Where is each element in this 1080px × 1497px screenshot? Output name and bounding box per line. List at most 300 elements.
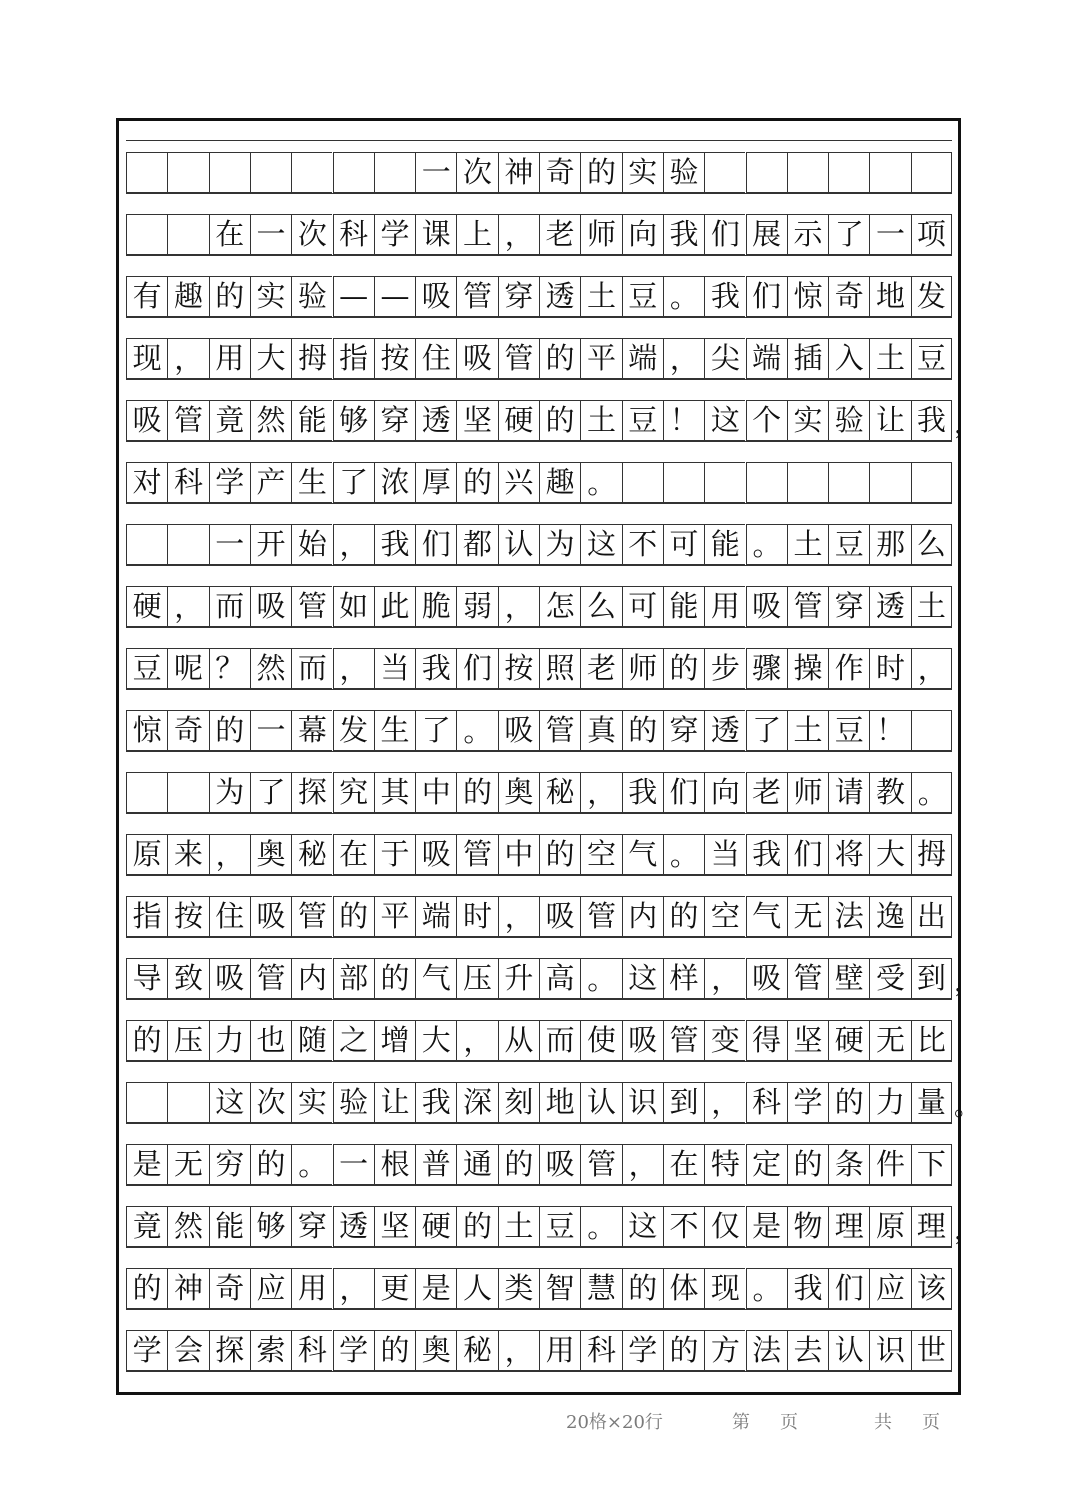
text-row xyxy=(126,524,952,565)
grid-cell: 实 xyxy=(787,400,828,441)
grid-cell xyxy=(250,152,291,193)
grid-cell: 这 xyxy=(580,524,621,565)
grid-cell: 我 xyxy=(911,400,952,441)
grid-cell: 时 xyxy=(869,648,910,689)
grid-cell xyxy=(374,152,415,193)
grid-cell: 究 xyxy=(333,772,374,813)
grid-cell: 请 xyxy=(828,772,869,813)
page-footer xyxy=(566,1408,946,1432)
grid-cell: 的 xyxy=(663,1330,704,1371)
grid-cell xyxy=(126,1082,167,1123)
grid-cell: 平 xyxy=(374,896,415,937)
grid-cell: 深 xyxy=(456,1082,497,1123)
guide-line xyxy=(126,1247,952,1248)
grid-cell: 一 xyxy=(250,214,291,255)
grid-cell: 壁 xyxy=(828,958,869,999)
guide-line xyxy=(126,317,952,318)
grid-cell xyxy=(167,152,208,193)
guide-line xyxy=(126,813,952,814)
grid-cell xyxy=(828,462,869,503)
guide-line xyxy=(126,1371,952,1372)
grid-cell: 。 xyxy=(746,524,787,565)
grid-cell: ， xyxy=(498,1330,539,1371)
grid-cell: 豆 xyxy=(126,648,167,689)
grid-cell: 在 xyxy=(209,214,250,255)
text-row xyxy=(126,710,952,751)
guide-line xyxy=(126,379,952,380)
grid-cell: 比 xyxy=(911,1020,952,1061)
grid-cell xyxy=(704,462,745,503)
grid-cell: 增 xyxy=(374,1020,415,1061)
grid-cell: 验 xyxy=(828,400,869,441)
grid-cell: 。 xyxy=(291,1144,332,1185)
text-row xyxy=(126,276,952,317)
grid-cell: 而 xyxy=(291,648,332,689)
grid-cell: 教 xyxy=(869,772,910,813)
grid-cell: 奥 xyxy=(250,834,291,875)
grid-cell: 吸 xyxy=(498,710,539,751)
grid-cell: 穿 xyxy=(828,586,869,627)
grid-cell: 端 xyxy=(746,338,787,379)
grid-cell: 吸 xyxy=(250,896,291,937)
grid-cell: 让 xyxy=(374,1082,415,1123)
grid-cell: 的 xyxy=(209,276,250,317)
grid-cell: 然 xyxy=(167,1206,208,1247)
grid-cell: 通 xyxy=(456,1144,497,1185)
grid-cell: 探 xyxy=(209,1330,250,1371)
grid-cell: 次 xyxy=(291,214,332,255)
grid-cell: 慧 xyxy=(580,1268,621,1309)
grid-cell: ， xyxy=(622,1144,663,1185)
grid-cell: 量 xyxy=(911,1082,952,1123)
grid-cell: 住 xyxy=(415,338,456,379)
grid-cell: 们 xyxy=(704,214,745,255)
grid-cell: 内 xyxy=(622,896,663,937)
grid-cell: 土 xyxy=(787,524,828,565)
grid-cell: 么 xyxy=(580,586,621,627)
grid-cell: 的 xyxy=(663,648,704,689)
guide-line xyxy=(126,937,952,938)
grid-cell: 为 xyxy=(209,772,250,813)
grid-cell: 无 xyxy=(167,1144,208,1185)
grid-cell: 吸 xyxy=(126,400,167,441)
grid-cell: 入 xyxy=(828,338,869,379)
grid-cell xyxy=(291,152,332,193)
text-row xyxy=(126,896,952,937)
grid-cell: 更 xyxy=(374,1268,415,1309)
grid-cell: 坚 xyxy=(456,400,497,441)
grid-cell: 部 xyxy=(333,958,374,999)
grid-cell: 条 xyxy=(828,1144,869,1185)
grid-cell: 从 xyxy=(498,1020,539,1061)
grid-cell: 。 xyxy=(580,1206,621,1247)
grid-cell: 大 xyxy=(250,338,291,379)
grid-cell: 生 xyxy=(291,462,332,503)
grid-cell: 的 xyxy=(622,710,663,751)
grid-cell: 该 xyxy=(911,1268,952,1309)
grid-cell: ， xyxy=(704,958,745,999)
grid-cell: 之 xyxy=(333,1020,374,1061)
grid-cell: 透 xyxy=(704,710,745,751)
grid-cell: 应 xyxy=(250,1268,291,1309)
grid-cell: 管 xyxy=(250,958,291,999)
grid-cell: 不 xyxy=(622,524,663,565)
grid-cell: 我 xyxy=(415,1082,456,1123)
grid-cell: 呢 xyxy=(167,648,208,689)
grid-cell: 能 xyxy=(209,1206,250,1247)
grid-cell: 们 xyxy=(746,276,787,317)
grid-cell: 能 xyxy=(291,400,332,441)
grid-cell: 示 xyxy=(787,214,828,255)
grid-cell xyxy=(126,152,167,193)
grid-cell xyxy=(333,152,374,193)
text-row xyxy=(126,772,952,813)
grid-cell: 类 xyxy=(498,1268,539,1309)
grid-cell: 们 xyxy=(828,1268,869,1309)
grid-cell xyxy=(663,462,704,503)
grid-cell: 了 xyxy=(415,710,456,751)
margin-punctuation: 。 xyxy=(954,1092,981,1122)
grid-cell: 步 xyxy=(704,648,745,689)
grid-cell: 么 xyxy=(911,524,952,565)
grid-cell: 认 xyxy=(498,524,539,565)
text-row xyxy=(126,214,952,255)
grid-cell: 于 xyxy=(374,834,415,875)
grid-cell xyxy=(787,152,828,193)
grid-cell: 管 xyxy=(663,1020,704,1061)
grid-cell: 实 xyxy=(291,1082,332,1123)
grid-cell: 够 xyxy=(250,1206,291,1247)
grid-cell: 地 xyxy=(869,276,910,317)
grid-cell: 让 xyxy=(869,400,910,441)
grid-cell: 浓 xyxy=(374,462,415,503)
grid-cell: 识 xyxy=(869,1330,910,1371)
grid-cell: 管 xyxy=(787,958,828,999)
guide-line xyxy=(126,1185,952,1186)
grid-cell: 升 xyxy=(498,958,539,999)
grid-cell: 的 xyxy=(374,958,415,999)
grid-cell: 的 xyxy=(456,772,497,813)
grid-cell: 吸 xyxy=(415,276,456,317)
grid-cell: 趣 xyxy=(167,276,208,317)
grid-cell: 管 xyxy=(580,1144,621,1185)
grid-cell: 作 xyxy=(828,648,869,689)
total-pages-label: 共 xyxy=(874,1412,892,1433)
grid-cell: 老 xyxy=(539,214,580,255)
grid-cell: 的 xyxy=(663,896,704,937)
grid-cell: 的 xyxy=(250,1144,291,1185)
grid-cell: 科 xyxy=(333,214,374,255)
grid-cell: 一 xyxy=(415,152,456,193)
grid-cell: 的 xyxy=(622,1268,663,1309)
grid-cell: 科 xyxy=(746,1082,787,1123)
grid-cell: 学 xyxy=(126,1330,167,1371)
grid-cell: 可 xyxy=(622,586,663,627)
grid-cell: 为 xyxy=(539,524,580,565)
grid-cell: 去 xyxy=(787,1330,828,1371)
text-row xyxy=(126,648,952,689)
grid-cell: 土 xyxy=(580,400,621,441)
grid-cell xyxy=(622,462,663,503)
grid-cell: ， xyxy=(333,1268,374,1309)
grid-cell: 穷 xyxy=(209,1144,250,1185)
grid-cell: 中 xyxy=(415,772,456,813)
grid-cell xyxy=(126,214,167,255)
grid-cell: 验 xyxy=(333,1082,374,1123)
grid-cell: 智 xyxy=(539,1268,580,1309)
grid-cell: 的 xyxy=(126,1020,167,1061)
grid-cell: 科 xyxy=(580,1330,621,1371)
grid-cell: ， xyxy=(580,772,621,813)
grid-cell: 样 xyxy=(663,958,704,999)
grid-cell: 的 xyxy=(374,1330,415,1371)
grid-cell: 豆 xyxy=(828,710,869,751)
grid-cell: 怎 xyxy=(539,586,580,627)
text-row xyxy=(126,1268,952,1309)
grid-cell: 这 xyxy=(622,1206,663,1247)
guide-line xyxy=(126,140,952,141)
grid-cell: 然 xyxy=(250,648,291,689)
grid-cell: 的 xyxy=(209,710,250,751)
text-row xyxy=(126,1330,952,1371)
grid-cell: 们 xyxy=(456,648,497,689)
grid-cell: 穿 xyxy=(498,276,539,317)
grid-cell: 定 xyxy=(746,1144,787,1185)
grid-cell xyxy=(167,524,208,565)
text-row xyxy=(126,1144,952,1185)
grid-cell: 用 xyxy=(209,338,250,379)
grid-cell: 的 xyxy=(539,338,580,379)
grid-cell: 特 xyxy=(704,1144,745,1185)
margin-punctuation: ， xyxy=(954,410,981,440)
grid-cell: ， xyxy=(167,338,208,379)
grid-cell: 的 xyxy=(456,1206,497,1247)
grid-cell: 一 xyxy=(209,524,250,565)
grid-cell: 豆 xyxy=(622,400,663,441)
grid-cell: 大 xyxy=(869,834,910,875)
total-pages-unit: 页 xyxy=(922,1412,940,1433)
grid-cell: 硬 xyxy=(828,1020,869,1061)
grid-cell: 土 xyxy=(580,276,621,317)
grid-cell xyxy=(911,462,952,503)
grid-cell: 科 xyxy=(291,1330,332,1371)
grid-cell: 了 xyxy=(333,462,374,503)
grid-cell xyxy=(828,152,869,193)
grid-cell: 展 xyxy=(746,214,787,255)
grid-cell: 硬 xyxy=(498,400,539,441)
guide-line xyxy=(126,689,952,690)
grid-cell: 硬 xyxy=(126,586,167,627)
grid-cell: ？ xyxy=(209,648,250,689)
grid-cell xyxy=(746,462,787,503)
grid-cell: 现 xyxy=(126,338,167,379)
grid-cell: 按 xyxy=(374,338,415,379)
grid-cell: 认 xyxy=(580,1082,621,1123)
grid-cell: 用 xyxy=(291,1268,332,1309)
grid-cell: 气 xyxy=(746,896,787,937)
grid-cell: 骤 xyxy=(746,648,787,689)
grid-cell: 随 xyxy=(291,1020,332,1061)
grid-cell: 探 xyxy=(291,772,332,813)
grid-cell: 按 xyxy=(167,896,208,937)
guide-line xyxy=(126,255,952,256)
grid-cell: 压 xyxy=(456,958,497,999)
grid-cell: 管 xyxy=(291,896,332,937)
grid-cell: 在 xyxy=(663,1144,704,1185)
grid-cell: ， xyxy=(333,648,374,689)
grid-cell: ， xyxy=(333,524,374,565)
grid-cell: 而 xyxy=(539,1020,580,1061)
grid-cell: 大 xyxy=(415,1020,456,1061)
grid-cell: 豆 xyxy=(539,1206,580,1247)
grid-cell: 一 xyxy=(250,710,291,751)
grid-cell: 的 xyxy=(787,1144,828,1185)
grid-cell: 我 xyxy=(415,648,456,689)
grid-cell xyxy=(126,772,167,813)
grid-cell: 够 xyxy=(333,400,374,441)
grid-cell: 坚 xyxy=(374,1206,415,1247)
grid-cell xyxy=(787,462,828,503)
text-row xyxy=(126,400,981,441)
grid-cell: 拇 xyxy=(911,834,952,875)
grid-cell: 将 xyxy=(828,834,869,875)
grid-cell: 能 xyxy=(663,586,704,627)
grid-cell: 老 xyxy=(746,772,787,813)
grid-cell: 神 xyxy=(167,1268,208,1309)
grid-cell: 刻 xyxy=(498,1082,539,1123)
grid-cell: ， xyxy=(663,338,704,379)
grid-cell: 无 xyxy=(787,896,828,937)
grid-cell: 实 xyxy=(250,276,291,317)
grid-cell: 也 xyxy=(250,1020,291,1061)
grid-cell: 透 xyxy=(415,400,456,441)
margin-punctuation: ， xyxy=(954,968,981,998)
grid-cell: 我 xyxy=(704,276,745,317)
grid-cell: 土 xyxy=(498,1206,539,1247)
grid-cell: 奇 xyxy=(828,276,869,317)
grid-cell: 当 xyxy=(704,834,745,875)
grid-cell xyxy=(126,524,167,565)
grid-cell xyxy=(167,772,208,813)
grid-cell: 竟 xyxy=(209,400,250,441)
grid-cell: 弱 xyxy=(456,586,497,627)
grid-cell: 趣 xyxy=(539,462,580,503)
grid-cell: 人 xyxy=(456,1268,497,1309)
grid-cell: ， xyxy=(498,896,539,937)
grid-cell: 产 xyxy=(250,462,291,503)
grid-cell: 吸 xyxy=(415,834,456,875)
grid-cell: 学 xyxy=(787,1082,828,1123)
grid-cell: 管 xyxy=(580,896,621,937)
grid-cell: ， xyxy=(704,1082,745,1123)
grid-cell: 幕 xyxy=(291,710,332,751)
guide-line xyxy=(126,565,952,566)
grid-cell: 认 xyxy=(828,1330,869,1371)
grid-cell: 。 xyxy=(663,834,704,875)
grid-cell: 吸 xyxy=(209,958,250,999)
grid-cell: 穿 xyxy=(663,710,704,751)
grid-cell: 硬 xyxy=(415,1206,456,1247)
grid-cell xyxy=(746,152,787,193)
grid-cell: 。 xyxy=(911,772,952,813)
grid-cell: 识 xyxy=(622,1082,663,1123)
grid-cell: 空 xyxy=(704,896,745,937)
grid-cell: 的 xyxy=(456,462,497,503)
grid-cell: 原 xyxy=(869,1206,910,1247)
grid-cell: 一 xyxy=(869,214,910,255)
grid-cell: 。 xyxy=(456,710,497,751)
grid-cell: 坚 xyxy=(787,1020,828,1061)
grid-cell: 实 xyxy=(622,152,663,193)
text-row xyxy=(126,586,952,627)
grid-cell: 脆 xyxy=(415,586,456,627)
grid-cell: 吸 xyxy=(250,586,291,627)
grid-cell: 索 xyxy=(250,1330,291,1371)
grid-cell: 得 xyxy=(746,1020,787,1061)
grid-cell: 物 xyxy=(787,1206,828,1247)
grid-cell: ， xyxy=(167,586,208,627)
grid-cell: 平 xyxy=(580,338,621,379)
grid-cell: 的 xyxy=(333,896,374,937)
text-row xyxy=(126,462,952,503)
grid-cell: 穿 xyxy=(374,400,415,441)
text-row xyxy=(126,834,952,875)
grid-cell: 。 xyxy=(580,462,621,503)
grid-cell: 的 xyxy=(828,1082,869,1123)
grid-cell xyxy=(167,1082,208,1123)
grid-cell: 验 xyxy=(291,276,332,317)
text-row xyxy=(126,338,952,379)
grid-cell: ， xyxy=(498,586,539,627)
grid-cell: 土 xyxy=(787,710,828,751)
grid-cell: 用 xyxy=(704,586,745,627)
grid-cell: 仅 xyxy=(704,1206,745,1247)
grid-cell: 透 xyxy=(539,276,580,317)
guide-line xyxy=(126,503,952,504)
grid-cell: — xyxy=(333,276,374,317)
margin-punctuation: ， xyxy=(954,1216,981,1246)
grid-cell: 逸 xyxy=(869,896,910,937)
grid-cell: 惊 xyxy=(787,276,828,317)
grid-cell: 奇 xyxy=(539,152,580,193)
grid-cell: ， xyxy=(498,214,539,255)
grid-cell: 秘 xyxy=(456,1330,497,1371)
grid-cell: 吸 xyxy=(746,958,787,999)
grid-cell: 这 xyxy=(209,1082,250,1123)
grid-cell: 力 xyxy=(869,1082,910,1123)
grid-cell: 师 xyxy=(580,214,621,255)
grid-cell: 操 xyxy=(787,648,828,689)
grid-cell: 个 xyxy=(746,400,787,441)
grid-cell: 次 xyxy=(250,1082,291,1123)
grid-cell: 神 xyxy=(498,152,539,193)
grid-cell: 土 xyxy=(869,338,910,379)
grid-cell: 验 xyxy=(663,152,704,193)
grid-cell: 有 xyxy=(126,276,167,317)
guide-line xyxy=(126,441,952,442)
grid-cell: 现 xyxy=(704,1268,745,1309)
grid-cell: 秘 xyxy=(291,834,332,875)
grid-cell: 惊 xyxy=(126,710,167,751)
grid-cell: 学 xyxy=(333,1330,374,1371)
grid-cell xyxy=(704,152,745,193)
grid-cell: 这 xyxy=(622,958,663,999)
grid-cell: 穿 xyxy=(291,1206,332,1247)
page-number-label: 第 xyxy=(732,1412,750,1433)
grid-cell xyxy=(167,214,208,255)
grid-cell: 管 xyxy=(456,276,497,317)
grid-cell: 在 xyxy=(333,834,374,875)
